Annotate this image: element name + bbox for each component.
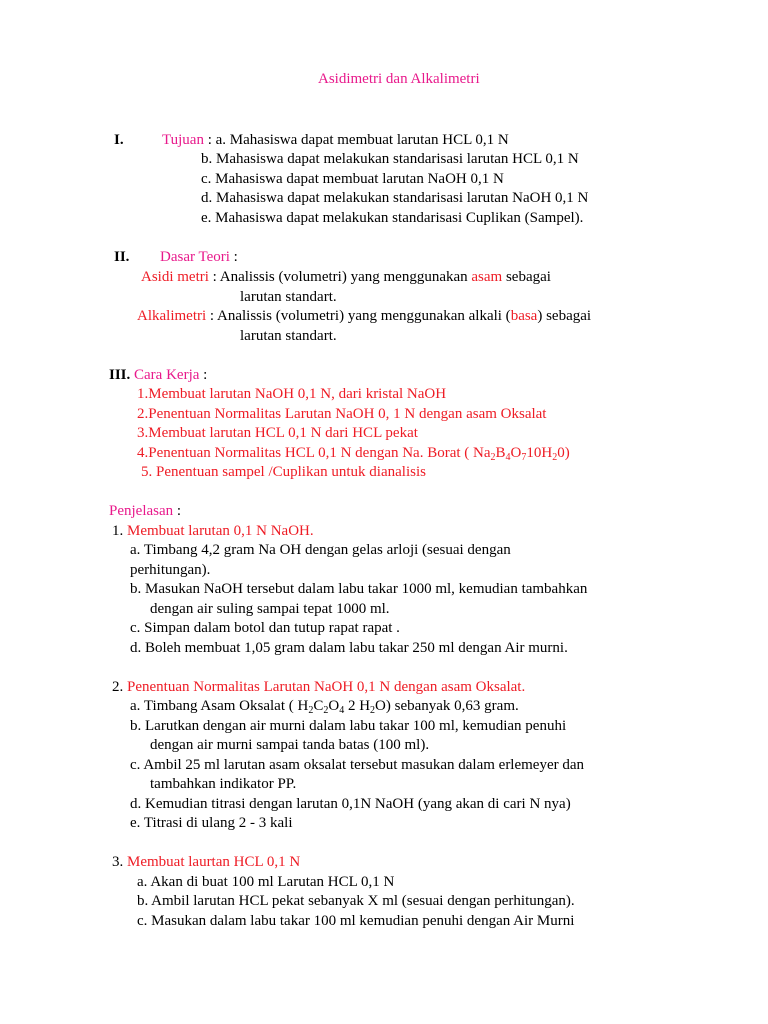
section-1-item: b. Mahasiswa dapat melakukan standarisasi larutan HCL 0,1 N — [201, 151, 579, 167]
penjelasan-2-line: b. Larutkan dengan air murni dalam labu takar 100 ml, kemudian penuhi — [130, 718, 567, 734]
penjelasan-2-line: tambahkan indikator PP. — [150, 776, 297, 792]
asidimetri-text: : Analissis (volumetri) yang menggunakan — [208, 269, 472, 285]
subscript: 4 — [505, 452, 511, 463]
formula-part: B — [495, 445, 506, 461]
section-1-item: e. Mahasiswa dapat melakukan standarisasi Cuplikan (Sampel). — [201, 210, 584, 226]
cara-kerja-step: 5. Penentuan sampel /Cuplikan untuk dianalisis — [141, 464, 426, 480]
subscript: 2 — [490, 452, 496, 463]
document-title: Asidimetri dan Alkalimetri — [318, 71, 480, 87]
subscript: 2 — [552, 452, 558, 463]
penjelasan-1-line: a. Timbang 4,2 gram Na OH dengan gelas arloji (sesuai dengan — [130, 542, 511, 558]
penjelasan-1-line: dengan air suling sampai tepat 1000 ml. — [150, 601, 390, 617]
section-3-header — [109, 366, 207, 385]
penjelasan-header — [109, 502, 181, 521]
penjelasan-2-line: c. Ambil 25 ml larutan asam oksalat tersebut masukan dalam erlemeyer dan — [130, 757, 585, 773]
penjelasan-3-line: c. Masukan dalam labu takar 100 ml kemudian penuhi dengan Air Murni — [137, 913, 575, 929]
penjelasan-1-line: c. Simpan dalam botol dan tutup rapat rapat . — [130, 620, 400, 636]
subscript: 7 — [521, 452, 527, 463]
section-2-colon: : — [229, 249, 238, 265]
penjelasan-2-line: d. Kemudian titrasi dengan larutan 0,1N NaOH (yang akan di cari N nya) — [130, 796, 571, 812]
item-number: 3. — [112, 854, 127, 870]
asidimetri-continuation: larutan standart. — [240, 289, 337, 305]
section-2-number: II. — [114, 249, 130, 265]
item-title: Membuat laurtan HCL 0,1 N — [127, 854, 301, 870]
subscript: 2 — [370, 705, 376, 716]
section-1-heading: Tujuan — [162, 132, 204, 148]
asidimetri-term: Asidi metri — [141, 269, 209, 285]
alkalimetri-definition — [137, 307, 591, 326]
penjelasan-2-line: e. Titrasi di ulang 2 - 3 kali — [130, 815, 293, 831]
cara-kerja-step: 1.Membuat larutan NaOH 0,1 N, dari kristal NaOH — [137, 386, 447, 402]
cara-kerja-step: 3.Membuat larutan HCL 0,1 N dari HCL pekat — [137, 425, 418, 441]
subscript: 2 — [323, 705, 329, 716]
item-title: Membuat larutan 0,1 N NaOH. — [127, 523, 314, 539]
formula-part: 0) — [557, 445, 570, 461]
formula-part: C — [313, 698, 324, 714]
penjelasan-2-line — [130, 697, 519, 716]
penjelasan-1-title — [112, 522, 314, 541]
alkalimetri-text-end: ) sebagai — [537, 308, 592, 324]
penjelasan-3-line: b. Ambil larutan HCL pekat sebanyak X ml (sesuai dengan perhitungan). — [137, 893, 575, 909]
section-1-number: I. — [114, 132, 124, 148]
section-3-colon: : — [199, 367, 208, 383]
section-2-heading: Dasar Teori — [160, 249, 230, 265]
penjelasan-3-line: a. Akan di buat 100 ml Larutan HCL 0,1 N — [137, 874, 395, 890]
formula-part: O) sebanyak 0,63 gram. — [375, 698, 519, 714]
alkalimetri-text: : Analissis (volumetri) yang menggunakan alkali ( — [206, 308, 511, 324]
penjelasan-colon: : — [173, 503, 182, 519]
formula-text: a. Timbang Asam Oksalat ( H — [130, 698, 309, 714]
formula-part: 10H — [526, 445, 553, 461]
section-1-line-a — [162, 131, 509, 150]
item-title: Penentuan Normalitas Larutan NaOH 0,1 N dengan asam Oksalat. — [127, 679, 526, 695]
penjelasan-heading: Penjelasan — [109, 503, 174, 519]
penjelasan-2-line: dengan air murni sampai tanda batas (100 ml). — [150, 737, 430, 753]
section-3-number: III. — [109, 367, 131, 383]
formula-part: O — [328, 698, 340, 714]
asam-keyword: asam — [471, 269, 503, 285]
subscript: 2 — [308, 705, 314, 716]
section-1-item: a. Mahasiswa dapat membuat larutan HCL 0,1 N — [215, 132, 509, 148]
asidimetri-text-end: sebagai — [502, 269, 551, 285]
section-3-heading: Cara Kerja — [134, 367, 200, 383]
cara-kerja-step: 2.Penentuan Normalitas Larutan NaOH 0, 1 N dengan asam Oksalat — [137, 406, 547, 422]
item-number: 1. — [112, 523, 127, 539]
penjelasan-1-line: d. Boleh membuat 1,05 gram dalam labu takar 250 ml dengan Air murni. — [130, 640, 568, 656]
item-number: 2. — [112, 679, 127, 695]
basa-keyword: basa — [510, 308, 538, 324]
penjelasan-1-line: perhitungan). — [130, 562, 211, 578]
section-1-item: d. Mahasiswa dapat melakukan standarisasi larutan NaOH 0,1 N — [201, 190, 589, 206]
section-1-item: c. Mahasiswa dapat membuat larutan NaOH 0,1 N — [201, 171, 504, 187]
section-1-separator: : — [203, 132, 216, 148]
subscript: 4 — [339, 705, 345, 716]
alkalimetri-term: Alkalimetri — [137, 308, 207, 324]
formula-part: O — [510, 445, 522, 461]
formula-part: 2 H — [344, 698, 371, 714]
cara-kerja-step — [137, 444, 570, 463]
penjelasan-2-title — [112, 678, 525, 697]
penjelasan-1-line: b. Masukan NaOH tersebut dalam labu takar 1000 ml, kemudian tambahkan — [130, 581, 588, 597]
alkalimetri-continuation: larutan standart. — [240, 328, 337, 344]
step-4-text: 4.Penentuan Normalitas HCL 0,1 N dengan Na. Borat ( Na — [137, 445, 491, 461]
section-2-header — [160, 248, 238, 267]
asidimetri-definition — [141, 268, 551, 287]
penjelasan-3-title — [112, 853, 300, 872]
